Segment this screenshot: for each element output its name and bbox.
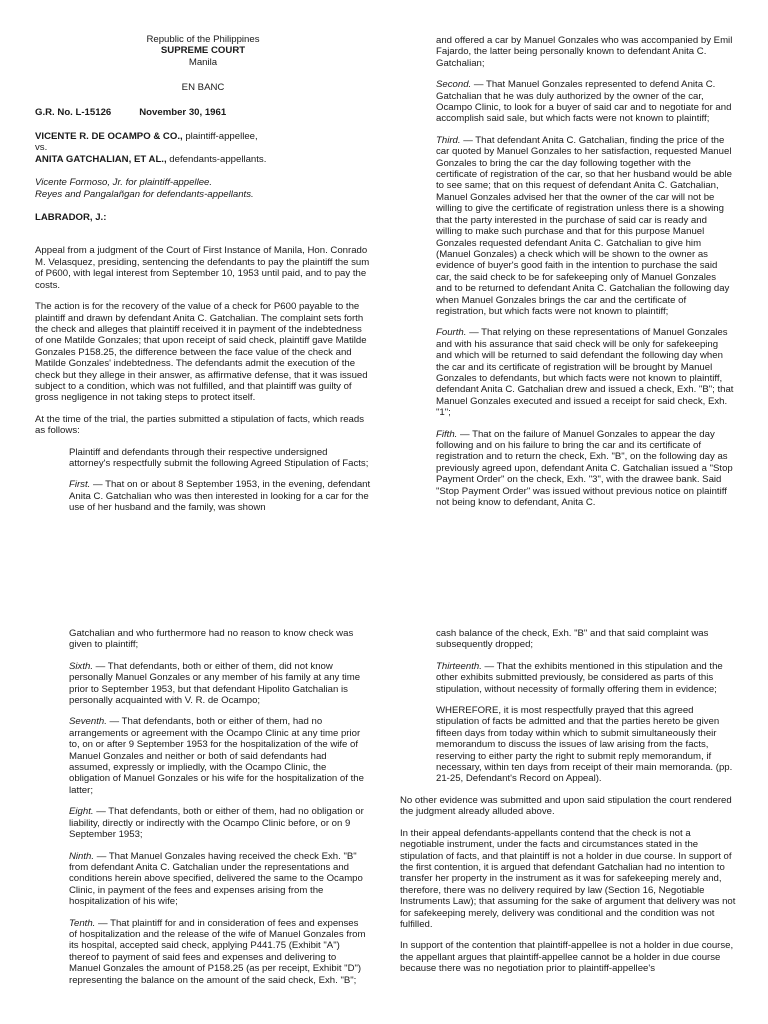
- document-page-2: [0, 616, 768, 1024]
- defendant-counsel: Reyes and Pangalañgan for defendants-appellants.: [35, 188, 254, 200]
- defendant-name: ANITA GATCHALIAN, ET AL.,: [35, 153, 167, 165]
- stipulation-third: [436, 135, 734, 318]
- page2-left-column: [35, 628, 369, 996]
- stipulation-label: Fifth.: [436, 428, 458, 440]
- stipulation-text: — That defendants, both or either of them, had no obligation or liability, directly or indirectly with the Ocampo Clinic before, or on 9 September 1953;: [69, 806, 364, 841]
- prayer-paragraph: WHEREFORE, it is most respectfully prayed that this agreed stipulation of facts be admitted and that the parties hereto be given fifteen days from today within which to submit simultaneously their memorandum to discuss the issues of law arising from the facts, reserving to either party the right to submit reply memorandum, if necessary, within ten days from receipt of their main memoranda. (pp. 21-25, Defendant's Record on Appeal).: [436, 705, 733, 785]
- decision-date: November 30, 1961: [139, 106, 227, 118]
- stipulation-second: [436, 79, 734, 125]
- court-header: [35, 34, 371, 94]
- gr-number: G.R. No. L-15126: [35, 106, 112, 118]
- stipulation-label: Second.: [436, 79, 472, 91]
- stipulation-ninth: [69, 851, 369, 908]
- stipulation-first: [69, 479, 371, 513]
- stipulation-label: Third.: [436, 134, 461, 146]
- paragraph: No other evidence was submitted and upon said stipulation the court rendered the judgment already alluded above.: [400, 794, 732, 818]
- stipulation-tenth: [69, 918, 369, 986]
- paragraph: Appeal from a judgment of the Court of First Instance of Manila, Hon. Conrado M. Velasquez, presiding, sentencing the defendants to pay the plaintiff the sum of P600, with legal interest from September 10, 1953 until paid, and to pay the costs.: [35, 245, 370, 291]
- header-city: Manila: [188, 56, 218, 68]
- stipulation-text: — That defendants, both or either of them, did not know personally Manuel Gonzales or any member of his family at any time prior to September 1953, but that defendant Hipolito Gatchalian is personally acquainted with V. R. de Ocampo;: [69, 660, 361, 707]
- stipulation-fourth: [436, 327, 734, 418]
- header-republic: Republic of the Philippines: [146, 34, 260, 45]
- page1-right-column: [436, 35, 734, 518]
- plaintiff-line: [35, 131, 371, 142]
- stipulation-label: Ninth.: [69, 850, 95, 862]
- paragraph: At the time of the trial, the parties submitted a stipulation of facts, which reads as follows:: [35, 413, 365, 437]
- page2-right-column: [400, 628, 736, 985]
- stipulation-text: — That on or about 8 September 1953, in the evening, defendant Anita C. Gatchalian who was then interested in looking for a car for the use of her husband and the family, was shown: [69, 479, 371, 514]
- ponente: LABRADOR, J.:: [35, 212, 107, 224]
- stipulation-sixth: [69, 661, 369, 707]
- stipulation-label: Eight.: [69, 806, 94, 818]
- stipulation-label: Sixth.: [69, 660, 93, 672]
- page1-left-column: [35, 34, 371, 524]
- stipulation-intro: Plaintiff and defendants through their respective undersigned attorney's respectfully submit the following Agreed Stipulation of Facts;: [69, 446, 369, 469]
- header-court: SUPREME COURT: [160, 45, 246, 57]
- stipulation-text: — That defendant Anita C. Gatchalian, finding the price of the car quoted by Manuel Gonzales to her satisfaction, requested Manuel Gonzales to bring the car the day following together with the certificate of registration of the car, so that her husband would be able to see same; that on this request of defendant Anita C. Gatchalian, Manuel Gonzales advised her that the owner of the car will not be willing to give the certificate of registration unless there is a showing that the party interested in the purchase of said car is ready and willing to make such purchase and that for this purpose Manuel Gonzales requested defendant Anita C. Gatchalian to give him (Manuel Gonzales) a check which will be shown to the owner as evidence of buyer's good faith in the intention to purchase the said car, the said check to be for safekeeping only of Manuel Gonzales and to be returned to defendant Anita C. Gatchalian the following day when Manuel Gonzales brings the car and the certificate of registration, but which facts were not known to plaintiff;: [436, 134, 732, 317]
- paragraph: In support of the contention that plaintiff-appellee is not a holder in due course, the appellant argues that plaintiff-appellee cannot be a holder in due course because there was no negotiation prior to plaintiff-appellee's: [400, 940, 734, 975]
- plaintiff-name: VICENTE R. DE OCAMPO & CO.,: [35, 131, 183, 143]
- stipulation-label: Fourth.: [436, 327, 467, 339]
- paragraph: The action is for the recovery of the value of a check for P600 payable to the plaintiff and drawn by defendant Anita C. Gatchalian. The complaint sets forth the check and alleges that plaintiff received it in payment of the indebtedness of one Matilde Gonzales; that upon receipt of said check, plaintiff gave Matilde Gonzales P158.25, the difference between the face value of the check and Matilde Gonzales' indebtedness. The defendants admit the execution of the check but they allege in their answer, as affirmative defense, that it was issued subject to a condition, which was not fulfilled, and that plaintiff was guilty of gross negligence in not taking steps to protect itself.: [35, 301, 368, 404]
- stipulation-fifth: [436, 429, 734, 509]
- page-gap: [0, 586, 768, 616]
- stipulation-text: — That the exhibits mentioned in this stipulation and the other exhibits submitted previously, be considered as parts of this stipulation, without necessity of formally offering them in evidence;: [436, 660, 723, 695]
- case-number-line: [35, 107, 371, 118]
- stipulation-text: — That on the failure of Manuel Gonzales to appear the day following and on his failure to bring the car and its certificate of registration and to return the check, Exh. "B", on the following day as previously agreed upon, defendant Anita C. Gatchalian issued a "Stop Payment Order" on the check, Exh. "3", with the drawee bank. Said "Stop Payment Order" was issued without previous notice on plaintiff not being know to defendant, Anita C.: [436, 428, 733, 509]
- plaintiff-role: plaintiff-appellee,: [182, 131, 258, 143]
- stipulation-label: Thirteenth.: [436, 660, 482, 672]
- stipulation-label: Tenth.: [69, 917, 96, 929]
- stipulation-thirteenth: [436, 661, 736, 695]
- paragraph: In their appeal defendants-appellants contend that the check is not a negotiable instrument, under the facts and circumstances stated in the stipulation of facts, and that plaintiff is not a holder in due course. In support of the first contention, it is argued that defendant Gatchalian had no intention to transfer her property in the instrument as it was for safekeeping merely and, therefore, there was no delivery required by law (Section 16, Negotiable Instruments Law); that assuming for the sake of argument that delivery was not for safekeeping merely, delivery was conditional and the condition was not fulfilled.: [400, 827, 736, 930]
- stipulation-text: — That Manuel Gonzales having received the check Exh. "B" from defendant Anita C. Gatchalian under the representations and conditions herein above specified, delivered the same to the Ocampo Clinic, in payment of the fees and expenses arising from the hospitalization of his wife;: [69, 850, 363, 908]
- case-parties: [35, 131, 371, 165]
- counsel-block: [35, 177, 371, 200]
- stipulation-eighth: [69, 806, 369, 840]
- defendant-line: [35, 154, 371, 165]
- paragraph: and offered a car by Manuel Gonzales who was accompanied by Emil Fajardo, the latter being personally known to defendant Anita C. Gatchalian;: [436, 35, 733, 69]
- stipulation-text: — That Manuel Gonzales represented to defend Anita C. Gatchalian that he was duly authorized by the owner of the car, Ocampo Clinic, to look for a buyer of said car and to negotiate for and accomplish said sale, but which facts were not known to plaintiff;: [436, 79, 732, 125]
- stipulation-label: Seventh.: [69, 716, 107, 728]
- paragraph: cash balance of the check, Exh. "B" and that said complaint was subsequently dropped;: [436, 628, 709, 651]
- versus: vs.: [35, 142, 48, 154]
- defendant-role: defendants-appellants.: [166, 153, 267, 165]
- stipulation-text: — That relying on these representations of Manuel Gonzales and with his assurance that said check will be only for safekeeping and which will be returned to said defendant the following day when the car and its certificate of registration will be brought by Manuel Gonzales to defendants, but which facts were not known to plaintiff, defendant Anita C. Gatchalian drew and issued a check, Exh. "B"; that Manuel Gonzales executed and issued a receipt for said check, Exh. "1";: [436, 327, 734, 419]
- stipulation-label: First.: [69, 479, 91, 491]
- stipulation-seventh: [69, 716, 369, 796]
- stipulation-text: — That plaintiff for and in consideration of fees and expenses of hospitalization and the release of the wife of Manuel Gonzales from its hospital, accepted said check, applying P441.75 (Exhibit "A") thereof to payment of said fees and expenses and delivering to Manuel Gonzales the amount of P158.25 (as per receipt, Exhibit "D") representing the balance on the amount of the said check, Exh. "B";: [69, 917, 366, 986]
- header-division: EN BANC: [181, 82, 225, 94]
- stipulation-text: — That defendants, both or either of them, had no arrangements or agreement with the Ocampo Clinic at any time prior to, on or after 9 September 1953 for the hospitalization of the wife of Manuel Gonzales and neither or both of said defendants had assumed, expressly or impliedly, with the Ocampo Clinic, the obligation of Manuel Gonzales or his wife for the hospitalization of the latter;: [69, 716, 364, 796]
- plaintiff-counsel: Vicente Formoso, Jr. for plaintiff-appellee.: [35, 177, 213, 189]
- paragraph: Gatchalian and who furthermore had no reason to know check was given to plaintiff;: [69, 628, 354, 651]
